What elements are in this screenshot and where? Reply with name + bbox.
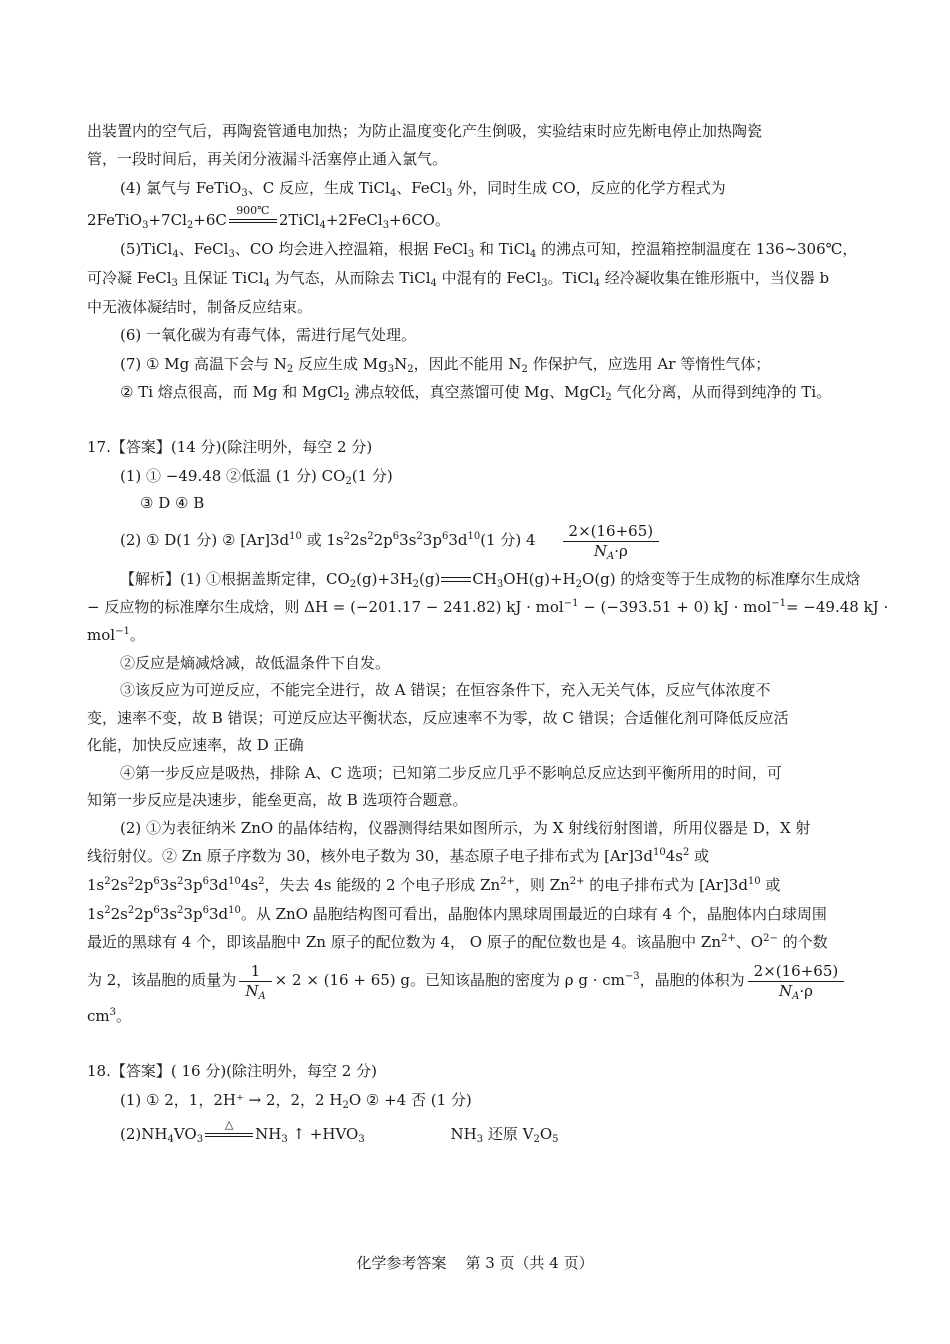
q17-explanation-4: ②反应是熵减焓减，故低温条件下自发。 <box>120 654 391 672</box>
q17-explanation-3: mol$^{-1}$。 <box>87 626 145 644</box>
q17-explanation-16: $cm^3$。 <box>87 1007 132 1025</box>
q17-explanation-12: $1s^22s^22p^63s^23p^63d^{10}4s^2$，失去 4s 能级的 2 个电子形成 $Zn^{2+}$，则 $Zn^{2+}$ 的电子排布式为 $[Ar]3d^{10}$ 或 <box>87 876 781 894</box>
q17-explanation-7: 化能，加快反应速率，故 D 正确 <box>87 736 304 754</box>
volume-fraction: $\frac{2\times(16+65)}{N_A\cdot\rho}$ <box>563 523 660 560</box>
q17-answer-2: (2) ① D(1 分) ② $[Ar]3d^{10}$ 或 $1s^22s^22p^63s^23p^63d^{10}(1$ 分) 4 $\frac{2\times(16+65)}{N_A\cdot\rho}$ <box>120 518 662 562</box>
q18-answer-2: $(2)NH_4VO_3$ △ $NH_3$ ↑ $+HVO_3$ $NH_3$ 还原 $V_2O_5$ <box>120 1118 559 1145</box>
heating-condition: △ <box>203 1125 255 1145</box>
q17-explanation-8: ④第一步反应是吸热，排除 A、C 选项；已知第二步反应几乎不影响总反应达到平衡所用的时间，可 <box>120 764 782 782</box>
q16-part5-line2: 可冷凝 FeCl$_3$ 且保证 TiCl$_4$ 为气态，从而除去 TiCl$_4$ 中混有的 FeCl$_3$。TiCl$_4$ 经冷凝收集在锥形瓶中，当仪器 b <box>87 269 830 289</box>
q16-part5-line3: 中无液体凝结时，制备反应结束。 <box>87 298 313 316</box>
q16-part7-line2: ② Ti 熔点很高，而 Mg 和 MgCl$_2$ 沸点较低，真空蒸馏可使 Mg、MgCl$_2$ 气化分离，从而得到纯净的 Ti。 <box>120 383 832 403</box>
q16-part4: (4) 氯气与 FeTiO$_3$、C 反应，生成 TiCl$_4$、FeCl$_3$ 外，同时生成 CO，反应的化学方程式为 <box>120 179 726 199</box>
q17-explanation-10: (2) ①为表征纳米 ZnO 的晶体结构，仪器测得结果如图所示，为 X 射线衍射图谱，所用仪器是 D，X 射 <box>120 819 811 837</box>
mass-fraction: $\frac{1}{N_A}$ <box>239 963 271 1000</box>
q18-heading: 18.【答案】( 16 分)(除注明外，每空 2 分) <box>87 1062 377 1080</box>
q17-explanation-6: 变，速率不变，故 B 错误；可逆反应达平衡状态，反应速率不为零，故 C 错误；合适催化剂可降低反应活 <box>87 709 789 727</box>
q17-explanation-5: ③该反应为可逆反应，不能完全进行，故 A 错误；在恒容条件下，充入无关气体，反应气体浓度不 <box>120 681 771 699</box>
q17-explanation-15: 为 2，该晶胞的质量为 $\frac{1}{N_A}$ × 2 × (16 + 65) g。已知该晶胞的密度为 ρ $g \cdot cm^{-3}$，晶胞的体积为 $\frac{2\times(16+65)}{N_A\cdot\rho}$ <box>87 958 847 1002</box>
q17-explanation-2: − 反应物的标准摩尔生成焓，则 ΔH = (−201.17 − 241.82) kJ · mol$^{-1}$ − (−393.51 + 0) kJ · mol$^{-1}$= −49.48 kJ · <box>87 598 889 616</box>
q17-answer-1: (1) ① −49.48 ②低温 (1 分) $CO_2(1$ 分) <box>120 467 393 487</box>
q16-part6: (6) 一氧化碳为有毒气体，需进行尾气处理。 <box>120 326 417 344</box>
q17-explanation-11: 线衍射仪。② Zn 原子序数为 30，核外电子数为 30，基态原子电子排布式为 $[Ar]3d^{10}4s^2$ 或 <box>87 847 710 865</box>
cell-volume-fraction: $\frac{2\times(16+65)}{N_A\cdot\rho}$ <box>748 963 845 1000</box>
q17-explanation-9: 知第一步反应是决速步，能垒更高，故 B 选项符合题意。 <box>87 791 468 809</box>
q18-answer-1: (1) ① 2，1，2H⁺ → 2，2，2 $H_2O$ ② +4 否 (1 分) <box>120 1091 472 1111</box>
q16-equation: $2FeTiO_3+7Cl_2+6C$ 900℃ 2TiCl$_4$+2FeCl$_3$+6CO。 <box>87 204 450 231</box>
page-footer: 化学参考答案 第 3 页（共 4 页） <box>356 1254 594 1272</box>
q16-line-2: 管，一段时间后，再关闭分液漏斗活塞停止通入氯气。 <box>87 150 448 168</box>
q16-part7-line1: (7) ① Mg 高温下会与 $N_2$ 反应生成 $Mg_3N_2$，因此不能用 $N_2$ 作保护气，应选用 Ar 等惰性气体； <box>120 355 771 375</box>
q17-explanation-14: 最近的黑球有 4 个，即该晶胞中 Zn 原子的配位数为 4， O 原子的配位数也是 4。该晶胞中 $Zn^{2+}$、$O^{2-}$ 的个数 <box>87 933 828 951</box>
q16-line-1: 出装置内的空气后，再陶瓷管通电加热；为防止温度变化产生倒吸，实验结束时应先断电停止加热陶瓷 <box>87 122 763 140</box>
q16-part5-line1: (5)TiCl$_4$、FeCl$_3$、CO 均会进入控温箱，根据 FeCl$_3$ 和 TiCl$_4$ 的沸点可知，控温箱控制温度在 136~306℃， <box>120 240 858 260</box>
q17-heading: 17.【答案】(14 分)(除注明外，每空 2 分) <box>87 438 373 456</box>
q17-explanation-1: 【解析】(1) ①根据盖斯定律，$CO_2(g)+3H_2(g)$ $CH_3OH(g)+H_2O(g)$ 的焓变等于生成物的标准摩尔生成焓 <box>120 570 861 590</box>
q17-answer-1-cont: ③ D ④ B <box>140 494 205 512</box>
q17-explanation-13: $1s^22s^22p^63s^23p^63d^{10}$。从 ZnO 晶胞结构图可看出，晶胞体内黑球周围最近的白球有 4 个，晶胞体内白球周围 <box>87 905 827 923</box>
equilibrium-arrow <box>440 572 472 588</box>
reaction-condition: 900℃ <box>227 211 279 231</box>
